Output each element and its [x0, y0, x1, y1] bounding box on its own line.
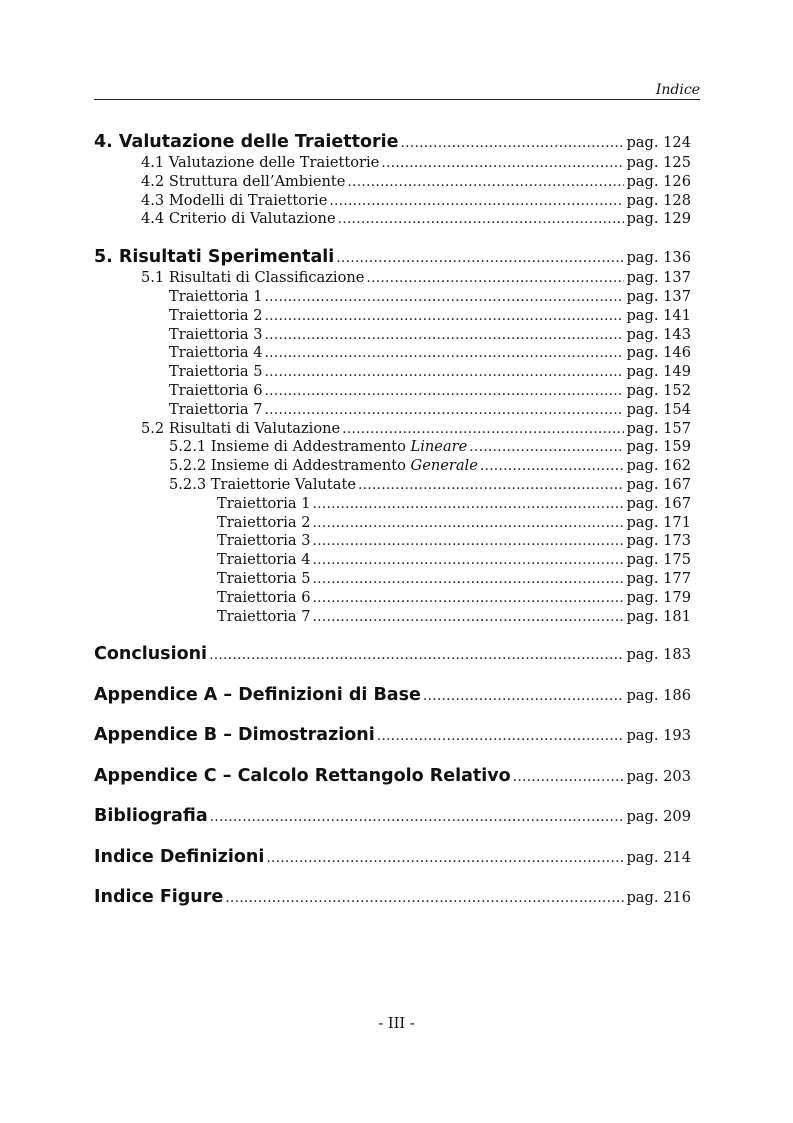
toc-title: Traiettoria 1 — [217, 494, 311, 512]
toc-entry-indice-figure[interactable] — [94, 887, 691, 909]
toc-leader — [513, 768, 625, 785]
toc-page: pag. 146 — [626, 344, 691, 362]
toc-title: Traiettoria 3 — [217, 532, 311, 550]
toc-title: Bibliografia — [94, 806, 208, 827]
toc-title: Conclusioni — [94, 644, 208, 665]
toc-title: Traiettoria 6 — [169, 381, 263, 399]
toc-page: pag. 193 — [626, 727, 691, 745]
toc-title: Traiettoria 4 — [169, 344, 263, 362]
toc-leader — [265, 344, 625, 361]
toc-title: 5.2 Risultati di Valutazione — [141, 419, 341, 437]
toc-leader — [225, 889, 624, 906]
toc-title: Appendice B – Dimostrazioni — [94, 725, 375, 746]
toc-title: 4.2 Struttura dell’Ambiente — [141, 172, 346, 190]
toc-page: pag. 125 — [626, 154, 691, 171]
toc-page: pag. 159 — [626, 438, 691, 456]
toc-leader — [342, 420, 624, 437]
toc-page: pag. 209 — [626, 808, 691, 826]
toc-page: pag. 128 — [626, 191, 691, 209]
toc-page: pag. 141 — [626, 306, 691, 324]
toc-title: 4.4 Criterio di Valutazione — [141, 210, 336, 228]
toc-entry-appendice-c[interactable] — [94, 766, 691, 788]
toc-page: pag. 126 — [626, 172, 691, 190]
toc-page: pag. 162 — [626, 457, 691, 475]
toc-leader — [313, 495, 625, 512]
toc-entry-5-1-traiettoria-7[interactable] — [94, 401, 691, 420]
toc-entry-bibliografia[interactable] — [94, 806, 691, 828]
toc-title: Traiettoria 1 — [169, 287, 263, 305]
toc-page: pag. 183 — [626, 646, 691, 664]
toc-page: pag. 203 — [626, 767, 691, 785]
toc-entry-5-1-traiettoria-5[interactable] — [94, 363, 691, 382]
spacer — [94, 788, 691, 807]
table-of-contents — [94, 132, 691, 909]
toc-title: Traiettoria 2 — [217, 513, 311, 531]
toc-title: 5.2.3 Traiettorie Valutate — [169, 475, 356, 493]
toc-leader — [265, 382, 625, 399]
toc-entry-appendice-a[interactable] — [94, 685, 691, 707]
toc-title: Indice Figure — [94, 887, 224, 908]
toc-page: pag. 173 — [626, 532, 691, 550]
toc-page: pag. 175 — [626, 551, 691, 569]
toc-leader — [265, 307, 625, 324]
toc-entry-4-3[interactable] — [94, 192, 691, 211]
toc-entry-4-4[interactable] — [94, 210, 691, 229]
toc-leader — [401, 134, 625, 151]
toc-page: pag. 171 — [626, 513, 691, 531]
toc-leader — [469, 438, 624, 455]
toc-page: pag. 137 — [626, 269, 691, 287]
spacer — [94, 828, 691, 847]
toc-entry-conclusioni[interactable] — [94, 644, 691, 666]
toc-leader — [347, 173, 624, 190]
page-number: - III - — [378, 1015, 415, 1032]
spacer — [94, 229, 691, 247]
toc-leader — [313, 551, 625, 568]
toc-entry-5-2-3-traiettoria-2[interactable] — [94, 514, 691, 533]
toc-leader — [210, 808, 625, 825]
toc-leader — [313, 589, 625, 606]
toc-entry-5-2-1[interactable] — [94, 438, 691, 457]
toc-title: Appendice A – Definizioni di Base — [94, 684, 421, 705]
toc-page: pag. 124 — [626, 134, 691, 151]
toc-title: Appendice C – Calcolo Rettangolo Relativo — [94, 765, 511, 786]
toc-entry-5-2-3-traiettoria-6[interactable] — [94, 589, 691, 608]
toc-leader — [265, 363, 625, 380]
toc-title: Traiettoria 2 — [169, 306, 263, 324]
toc-entry-5-1-traiettoria-6[interactable] — [94, 382, 691, 401]
toc-leader — [313, 608, 625, 625]
toc-title-italic: Generale — [410, 457, 478, 475]
toc-title: Traiettoria 5 — [217, 569, 311, 587]
toc-leader — [313, 514, 625, 531]
header-rule — [94, 99, 700, 100]
toc-leader — [265, 401, 625, 418]
toc-page: pag. 129 — [626, 210, 691, 228]
running-header: Indice — [655, 82, 700, 98]
toc-title: Traiettoria 7 — [169, 400, 263, 418]
toc-title — [169, 457, 478, 474]
toc-page: pag. 179 — [626, 588, 691, 606]
spacer — [94, 869, 691, 888]
toc-entry-5-2[interactable] — [94, 420, 691, 439]
toc-leader — [480, 457, 625, 474]
toc-entry-appendice-b[interactable] — [94, 725, 691, 747]
toc-page: pag. 143 — [626, 325, 691, 343]
toc-title-prefix: 5.2.2 Insieme di Addestramento — [169, 457, 406, 475]
toc-entry-5-1-traiettoria-4[interactable] — [94, 344, 691, 363]
toc-entry-5-1-traiettoria-1[interactable] — [94, 288, 691, 307]
toc-leader — [423, 687, 625, 704]
toc-entry-5-1-traiettoria-2[interactable] — [94, 307, 691, 326]
toc-title — [169, 438, 467, 455]
toc-title: 4.3 Modelli di Traiettorie — [141, 191, 328, 209]
toc-leader — [381, 154, 624, 171]
toc-page: pag. 167 — [626, 494, 691, 512]
toc-page: pag. 149 — [626, 363, 691, 381]
toc-page: pag. 157 — [626, 419, 691, 437]
toc-entry-4-1[interactable] — [94, 154, 691, 173]
toc-title: Traiettoria 3 — [169, 325, 263, 343]
toc-page: pag. 216 — [626, 889, 691, 907]
toc-leader — [265, 288, 625, 305]
toc-leader — [377, 727, 625, 744]
toc-leader — [313, 532, 625, 549]
toc-entry-chapter-5[interactable] — [94, 247, 691, 269]
toc-page: pag. 136 — [626, 249, 691, 267]
toc-page: pag. 167 — [626, 475, 691, 493]
toc-title-prefix: 5.2.1 Insieme di Addestramento — [169, 438, 406, 456]
toc-page: pag. 137 — [626, 287, 691, 305]
toc-title: 5. Risultati Sperimentali — [94, 247, 335, 268]
toc-title: Indice Definizioni — [94, 846, 265, 867]
toc-page: pag. 214 — [626, 848, 691, 866]
toc-page: pag. 186 — [626, 686, 691, 704]
toc-leader — [265, 326, 625, 343]
toc-leader — [329, 192, 624, 209]
toc-title: 4.1 Valutazione delle Traiettorie — [141, 154, 380, 171]
toc-title: Traiettoria 6 — [217, 588, 311, 606]
toc-leader — [313, 570, 625, 587]
toc-leader — [338, 210, 625, 227]
toc-entry-5-2-3-traiettoria-4[interactable] — [94, 551, 691, 570]
toc-leader — [366, 269, 624, 286]
toc-title-italic: Lineare — [410, 438, 468, 456]
toc-entry-5-1-traiettoria-3[interactable] — [94, 326, 691, 345]
toc-page: pag. 152 — [626, 381, 691, 399]
toc-entry-5-2-3-traiettoria-7[interactable] — [94, 608, 691, 627]
toc-leader — [266, 849, 624, 866]
toc-entry-4-2[interactable] — [94, 173, 691, 192]
toc-page: pag. 177 — [626, 569, 691, 587]
spacer — [94, 666, 691, 685]
spacer — [94, 707, 691, 726]
toc-entry-5-2-3-traiettoria-3[interactable] — [94, 532, 691, 551]
toc-page: pag. 181 — [626, 607, 691, 625]
toc-entry-indice-definizioni[interactable] — [94, 847, 691, 869]
toc-entry-5-2-3-traiettoria-5[interactable] — [94, 570, 691, 589]
toc-title: 4. Valutazione delle Traiettorie — [94, 132, 399, 152]
spacer — [94, 626, 691, 644]
toc-leader — [358, 476, 625, 493]
toc-entry-5-2-2[interactable] — [94, 457, 691, 476]
toc-entry-chapter-4[interactable] — [94, 132, 691, 154]
toc-leader — [336, 249, 624, 266]
toc-leader — [209, 646, 624, 663]
toc-title: Traiettoria 7 — [217, 607, 311, 625]
toc-page: pag. 154 — [626, 400, 691, 418]
toc-title: Traiettoria 5 — [169, 363, 263, 381]
toc-title: Traiettoria 4 — [217, 551, 311, 569]
toc-entry-5-2-3[interactable] — [94, 476, 691, 495]
toc-entry-5-1[interactable] — [94, 269, 691, 288]
toc-entry-5-2-3-traiettoria-1[interactable] — [94, 495, 691, 514]
spacer — [94, 747, 691, 766]
toc-title: 5.1 Risultati di Classificazione — [141, 269, 365, 287]
